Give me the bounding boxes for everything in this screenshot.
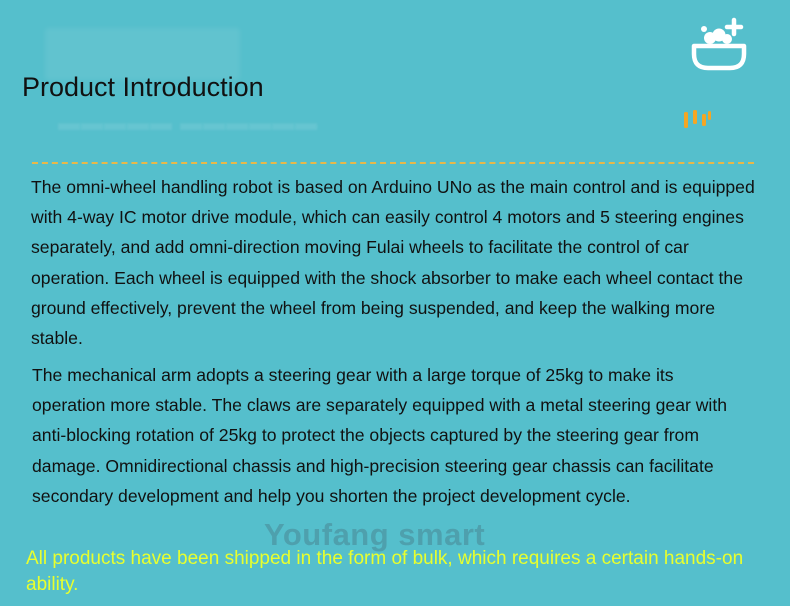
shipping-notice: All products have been shipped in the form of bulk, which requires a certain hands-on ability. bbox=[26, 548, 744, 595]
page-title: Product Introduction bbox=[22, 72, 264, 102]
background-ghost-heading: ▬▬▬▬▬ ▬▬▬▬▬▬ bbox=[58, 110, 319, 135]
intro-paragraph-1: The omni-wheel handling robot is based on Arduino UNo as the main control and is equipped with 4-way IC motor drive module, which can easily control 4 motors and 5 steering engines separately, and add omni-direction moving Fulai wheels to facilitate the control of car operation. Each wheel is equipped with the shock absorber to make each wheel contact the ground effectively, prevent the wheel from being suspended, and keep the walking more stable. bbox=[31, 177, 755, 349]
orange-bars-logo bbox=[684, 110, 714, 128]
brand-watermark: Youfang smart bbox=[264, 517, 486, 552]
intro-paragraph-2: The mechanical arm adopts a steering gear with a large torque of 25kg to make its operation more stable. The claws are separately equipped with a metal steering gear with anti-blocking rotation of 25kg to protect the objects captured by the steering gear from damage. Omnidirectional chassis and high-precision steering gear chassis can facilitate secondary development and help you shorten the project development cycle. bbox=[32, 365, 728, 506]
section-divider bbox=[32, 162, 754, 164]
bathtub-icon bbox=[690, 16, 750, 72]
